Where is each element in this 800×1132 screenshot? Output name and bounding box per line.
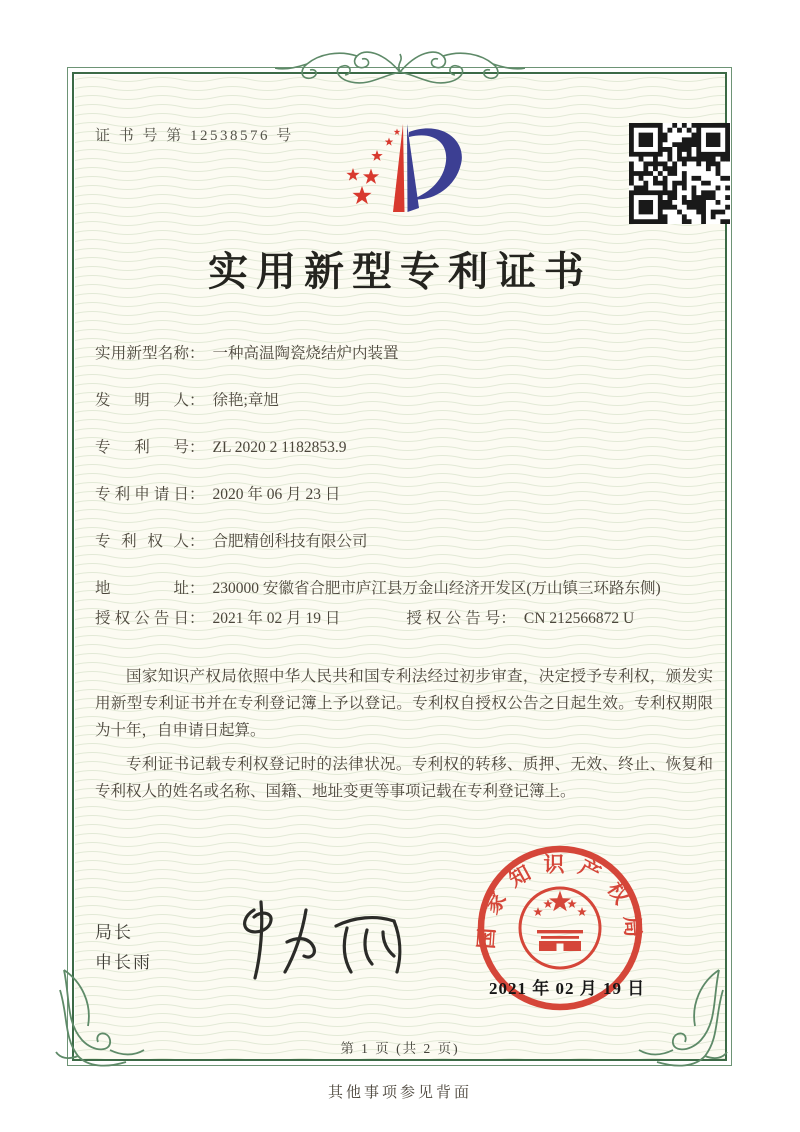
top-flourish-ornament-icon (275, 44, 525, 92)
field-colon: ： (189, 533, 205, 550)
field-value: 徐艳;章旭 (212, 392, 279, 409)
signer-name: 申长雨 (95, 953, 152, 972)
field-label: 授权公告号 (406, 610, 501, 627)
signer-block (95, 918, 152, 978)
field-colon: ： (189, 345, 205, 362)
legal-text (95, 663, 713, 812)
grant-date-value: 2021 年 02 月 19 日 (212, 610, 341, 627)
seal-date: 2021 年 02 月 19 日 (489, 979, 646, 998)
national-emblem-icon (520, 888, 600, 968)
field-value: ZL 2020 2 1182853.9 (212, 439, 347, 456)
signer-title: 局长 (95, 923, 133, 942)
field-colon: ： (500, 610, 516, 627)
field-value: 2020 年 06 月 23 日 (212, 486, 341, 503)
field-row-patent-number (95, 435, 711, 461)
back-side-note: 其他事项参见背面 (327, 1085, 472, 1101)
field-value: 230000 安徽省合肥市庐江县万金山经济开发区(万山镇三环路东侧) (212, 580, 661, 597)
qr-code-icon (629, 123, 730, 224)
seal-ring-text: 国家知识产权局 (474, 852, 646, 950)
field-row-inventors (95, 388, 711, 414)
grant-number-value: CN 212566872 U (523, 610, 635, 627)
field-list (95, 341, 711, 653)
field-row-filing-date (95, 482, 711, 508)
field-colon: ： (189, 580, 205, 597)
field-row-address (95, 576, 711, 602)
certificate-title: 实用新型专利证书 (208, 249, 592, 294)
field-colon: ： (189, 392, 205, 409)
field-label: 专利申请日 (95, 486, 189, 503)
field-value: 一种高温陶瓷烧结炉内装置 (212, 345, 399, 362)
legal-paragraph-1: 国家知识产权局依照中华人民共和国专利法经过初步审查，决定授予专利权，颁发实用新型专利证书并在专利登记簿上予以登记。专利权自授权公告之日起生效。专利权期限为十年，自申请日起算。 (95, 668, 713, 739)
field-value: 合肥精创科技有限公司 (212, 533, 368, 550)
certificate-number: 证 书 号 第 12538576 号 (95, 128, 294, 144)
field-row-utility-model-name (95, 341, 711, 367)
field-colon: ： (189, 439, 205, 456)
field-label: 专利号 (95, 439, 189, 456)
cnipa-patent-logo-icon (343, 116, 475, 218)
legal-paragraph-2: 专利证书记载专利权登记时的法律状况。专利权的转移、质押、无效、终止、恢复和专利权人的姓名或名称、国籍、地址变更等事项记载在专利登记簿上。 (95, 756, 713, 800)
field-label: 实用新型名称 (95, 345, 189, 362)
page-number: 第 1 页 (共 2 页) (340, 1041, 460, 1056)
field-label: 发明人 (95, 392, 189, 409)
field-colon: ： (189, 610, 205, 627)
director-signature-icon (224, 896, 414, 984)
field-colon: ： (189, 486, 205, 503)
field-row-grant (95, 606, 711, 632)
field-label: 授权公告日 (95, 610, 189, 627)
field-label: 专利权人 (95, 533, 189, 550)
field-label: 地址 (95, 580, 189, 597)
field-row-patentee (95, 529, 711, 555)
